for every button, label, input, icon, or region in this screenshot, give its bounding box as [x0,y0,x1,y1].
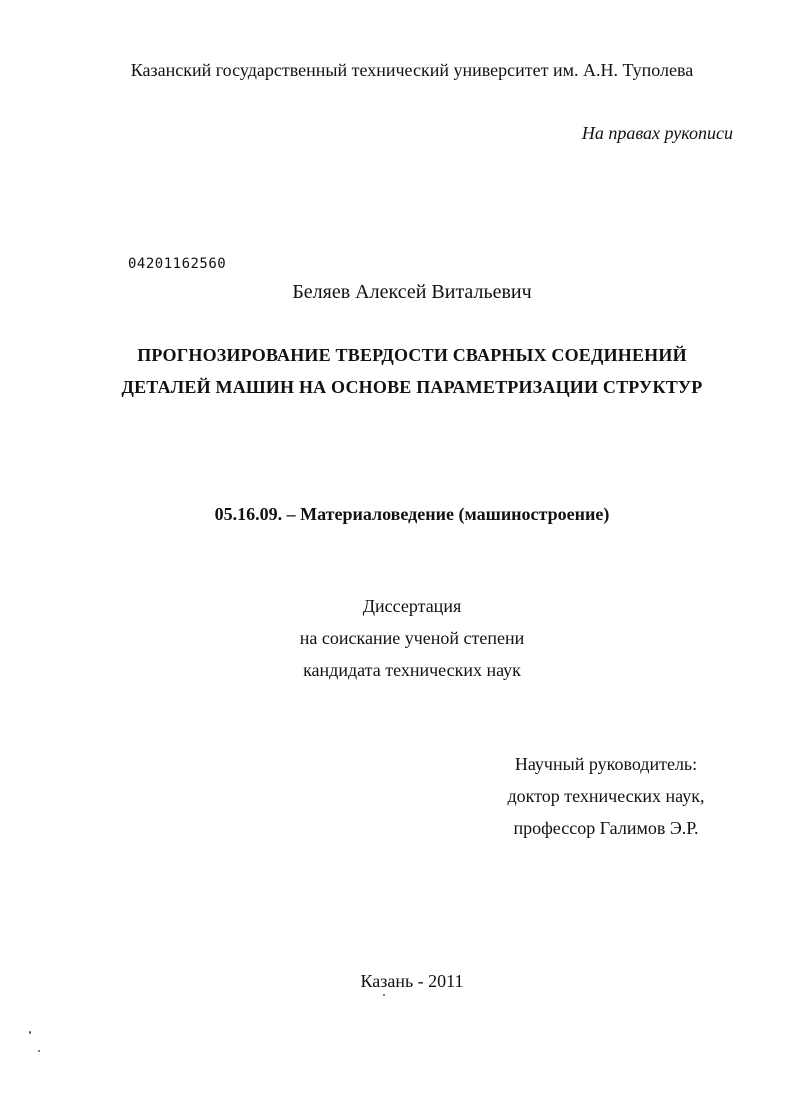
scan-speck [38,1050,40,1052]
advisor-degree: доктор технических наук, [507,786,705,806]
university-name: Казанский государственный технический университет им. А.Н. Туполева [130,60,694,80]
rights-notice: На правах рукописи [581,123,733,143]
author-name: Беляев Алексей Витальевич [292,281,532,303]
scan-speck [383,994,385,996]
dissertation-title-line-2: ДЕТАЛЕЙ МАШИН НА ОСНОВЕ ПАРАМЕТРИЗАЦИИ СТРУКТУР [121,377,703,397]
dissertation-title-line-1: ПРОГНОЗИРОВАНИЕ ТВЕРДОСТИ СВАРНЫХ СОЕДИНЕНИЙ [137,345,687,365]
advisor-name: профессор Галимов Э.Р. [513,818,699,838]
scan-speck [29,1031,31,1034]
specialty-code: 05.16.09. – Материаловедение (машиностроение) [214,504,610,524]
registration-number: 04201162560 [128,256,227,272]
city-and-year: Казань - 2011 [360,971,464,991]
degree-line-2: на соискание ученой степени [299,628,525,648]
degree-line-3: кандидата технических наук [303,660,521,680]
advisor-label: Научный руководитель: [514,754,698,774]
degree-line-1: Диссертация [362,596,462,616]
